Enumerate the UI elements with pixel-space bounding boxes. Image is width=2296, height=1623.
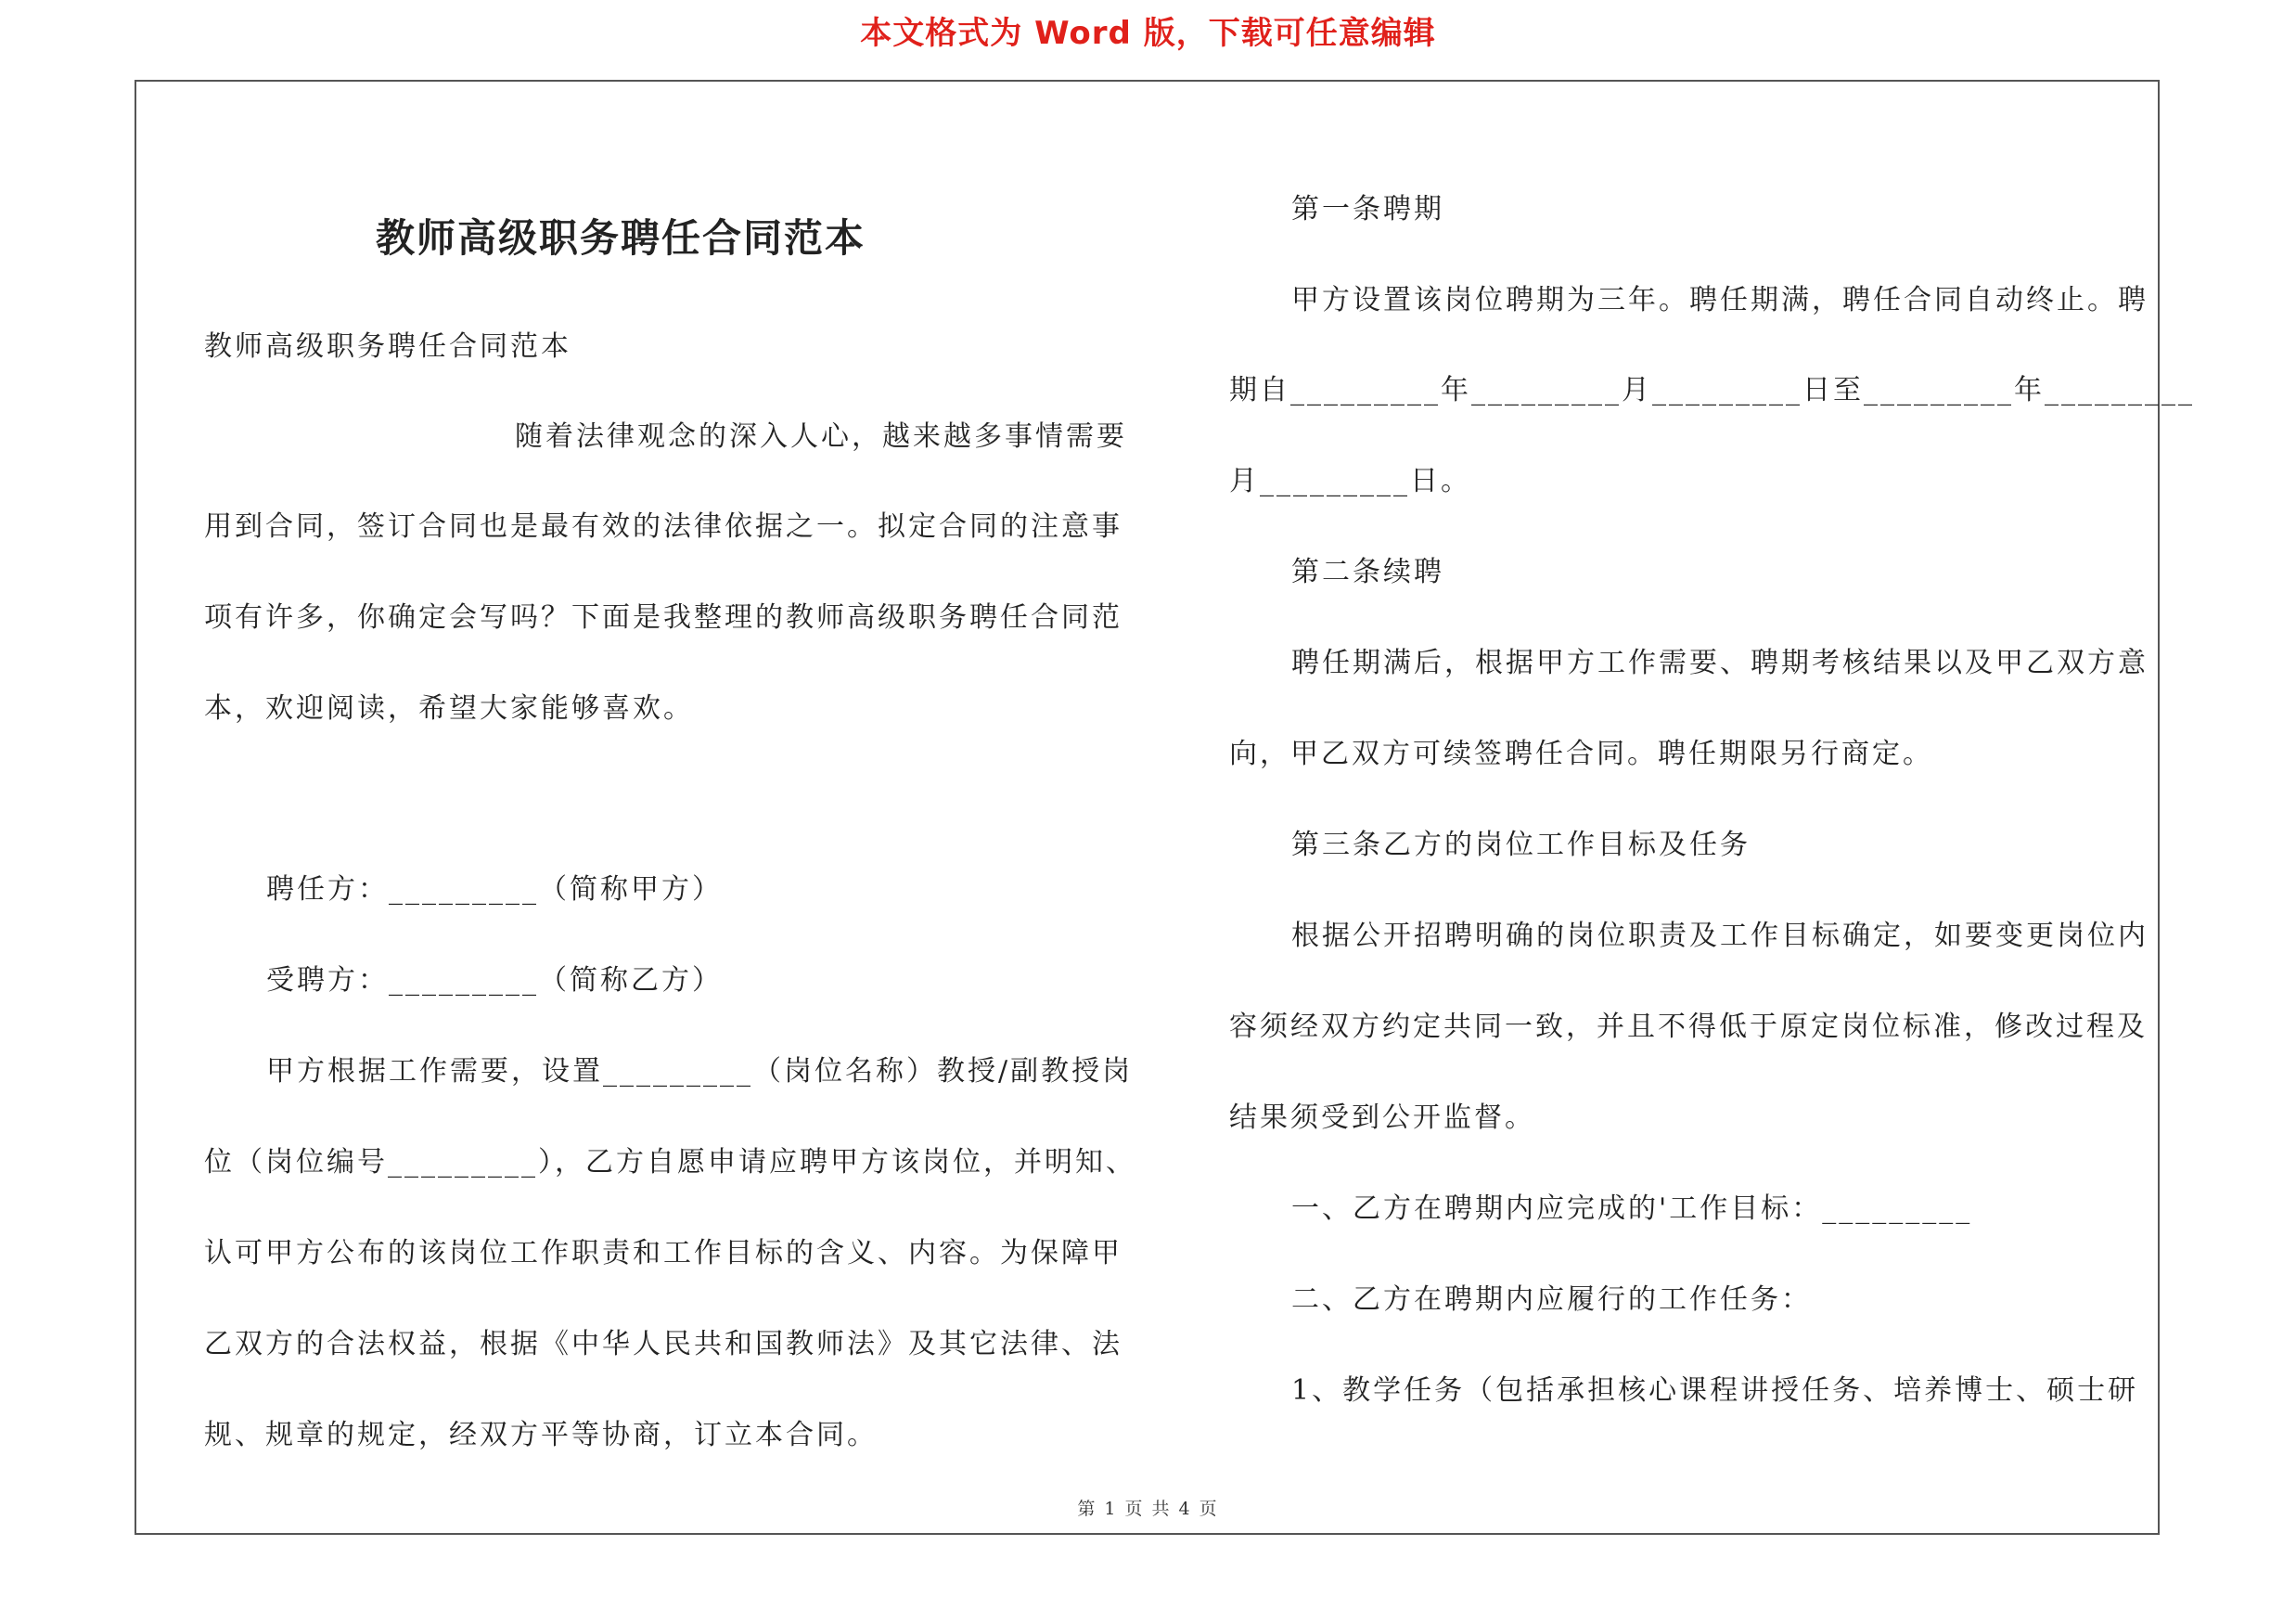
paragraph-line: 二、乙方在聘期内应履行的工作任务： bbox=[1291, 1283, 1812, 1316]
paragraph-line: 乙双方的合法权益，根据《中华人民共和国教师法》及其它法律、法 bbox=[204, 1328, 1122, 1360]
paragraph-line: 甲方根据工作需要，设置_________（岗位名称）教授/副教授岗 bbox=[266, 1055, 1134, 1088]
subtitle-line: 教师高级职务聘任合同范本 bbox=[204, 330, 571, 363]
page-number-footer: 第 1 页 共 4 页 bbox=[1077, 1499, 1219, 1519]
article-heading: 第二条续聘 bbox=[1291, 556, 1444, 588]
paragraph-line: 月_________日。 bbox=[1229, 465, 1471, 497]
paragraph-line: 随着法律观念的深入人心，越来越多事情需要 bbox=[515, 420, 1127, 453]
paragraph-line: 聘任期满后，根据甲方工作需要、聘期考核结果以及甲乙双方意 bbox=[1291, 647, 2148, 679]
paragraph-line: 甲方设置该岗位聘期为三年。聘任期满，聘任合同自动终止。聘 bbox=[1291, 284, 2148, 316]
employee-line: 受聘方：_________（简称乙方） bbox=[266, 964, 723, 997]
paragraph-line: 容须经双方约定共同一致，并且不得低于原定岗位标准，修改过程及 bbox=[1229, 1011, 2148, 1043]
document-title: 教师高级职务聘任合同范本 bbox=[376, 215, 866, 261]
employer-line: 聘任方：_________（简称甲方） bbox=[266, 873, 723, 906]
article-heading: 第一条聘期 bbox=[1291, 193, 1444, 225]
paragraph-line: 位（岗位编号_________），乙方自愿申请应聘甲方该岗位，并明知、 bbox=[204, 1146, 1136, 1179]
paragraph-line: 向，甲乙双方可续签聘任合同。聘任期限另行商定。 bbox=[1229, 738, 1933, 770]
article-heading: 第三条乙方的岗位工作目标及任务 bbox=[1291, 829, 1751, 861]
paragraph-line: 1、教学任务（包括承担核心课程讲授任务、培养博士、硕士研 bbox=[1291, 1374, 2139, 1407]
paragraph-line: 期自_________年_________月_________日至_________年_________ bbox=[1229, 374, 2195, 406]
paragraph-line: 本，欢迎阅读，希望大家能够喜欢。 bbox=[204, 692, 694, 725]
word-format-banner: 本文格式为 Word 版，下载可任意编辑 bbox=[860, 15, 1436, 52]
paragraph-line: 结果须受到公开监督。 bbox=[1229, 1101, 1535, 1134]
paragraph-line: 规、规章的规定，经双方平等协商，订立本合同。 bbox=[204, 1419, 878, 1451]
paragraph-line: 一、乙方在聘期内应完成的'工作目标：_________ bbox=[1291, 1192, 1973, 1225]
paragraph-line: 认可甲方公布的该岗位工作职责和工作目标的含义、内容。为保障甲 bbox=[204, 1237, 1122, 1269]
paragraph-line: 用到合同，签订合同也是最有效的法律依据之一。拟定合同的注意事 bbox=[204, 510, 1122, 543]
paragraph-line: 根据公开招聘明确的岗位职责及工作目标确定，如要变更岗位内 bbox=[1291, 920, 2148, 952]
paragraph-line: 项有许多，你确定会写吗？下面是我整理的教师高级职务聘任合同范 bbox=[204, 601, 1122, 634]
